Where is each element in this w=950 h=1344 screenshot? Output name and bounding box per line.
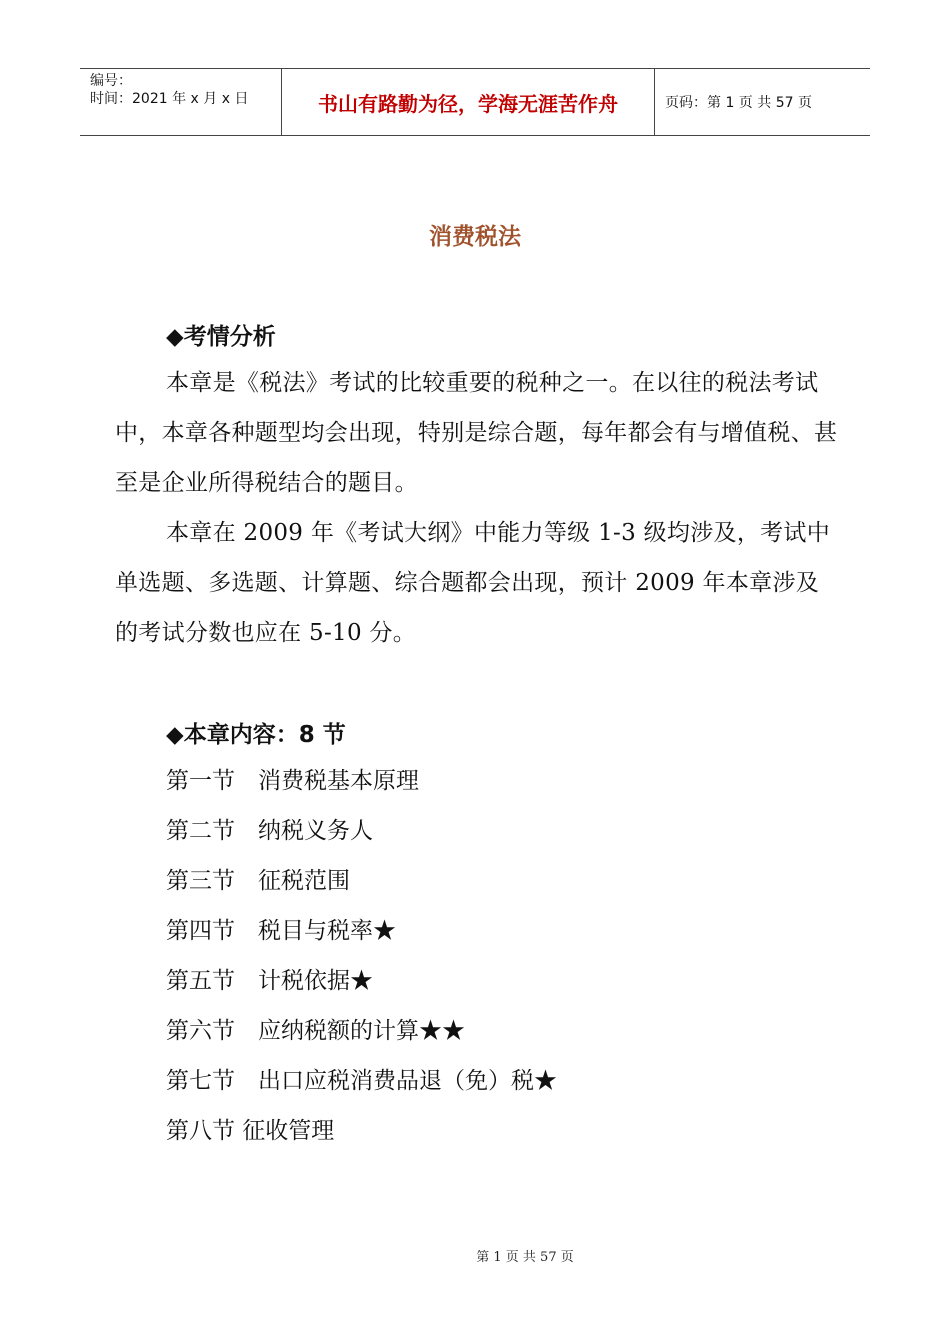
toc-item: 第一节 消费税基本原理 — [166, 768, 419, 794]
header-date: 时间：2021 年 x 月 x 日 — [90, 91, 249, 107]
section-heading-analysis: ◆考情分析 — [166, 324, 276, 350]
page-footer: 第 1 页 共 57 页 — [476, 1250, 574, 1265]
toc-item: 第七节 出口应税消费品退（免）税★ — [166, 1068, 557, 1094]
paragraph-2: 本章在 2009 年《考试大纲》中能力等级 1-3 级均涉及，考试中单选题、多选题、计算题、综合题都会出现，预计 2009 年本章涉及的考试分数也应在 5-10 分。 — [115, 520, 831, 646]
header-motto: 书山有路勤为径，学海无涯苦作舟 — [282, 69, 655, 135]
toc-item: 第二节 纳税义务人 — [166, 818, 373, 844]
toc-item: 第三节 征税范围 — [166, 868, 350, 894]
toc-item: 第五节 计税依据★ — [166, 968, 373, 994]
toc-item: 第六节 应纳税额的计算★★ — [166, 1018, 465, 1044]
header-number: 编号： — [90, 73, 132, 89]
document-title: 消费税法 — [429, 224, 521, 250]
toc-item: 第八节 征收管理 — [166, 1118, 335, 1144]
section-heading-contents: ◆本章内容：8 节 — [166, 722, 346, 748]
header-page-info: 页码：第 1 页 共 57 页 — [665, 95, 812, 111]
toc-item: 第四节 税目与税率★ — [166, 918, 396, 944]
paragraph-1: 本章是《税法》考试的比较重要的税种之一。在以往的税法考试中，本章各种题型均会出现，特别是综合题，每年都会有与增值税、甚至是企业所得税结合的题目。 — [115, 370, 838, 496]
header-meta — [80, 69, 282, 135]
page-header — [80, 68, 870, 136]
